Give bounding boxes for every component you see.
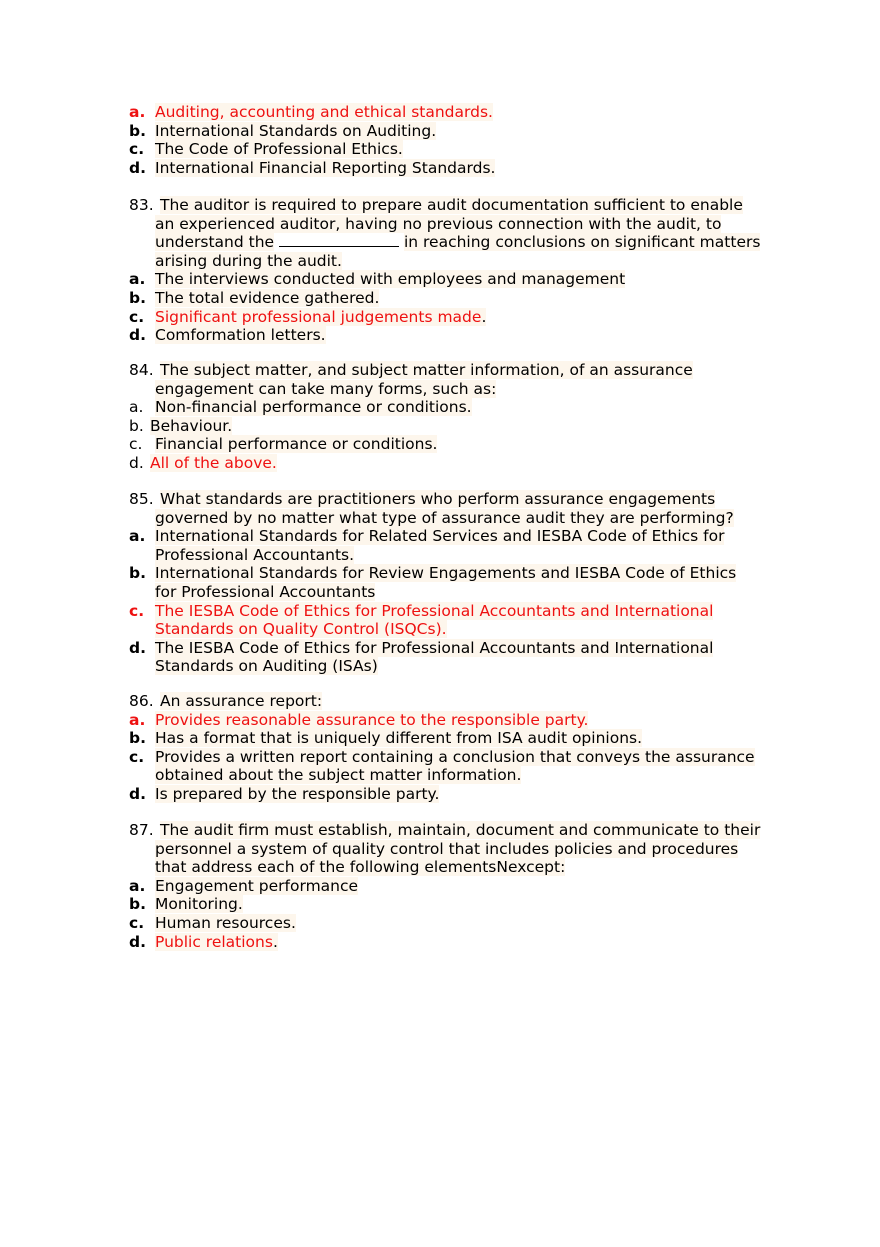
option-85-a (129, 527, 789, 546)
option-85-c (129, 602, 789, 621)
option-84-d (129, 454, 789, 473)
option-text: Behaviour. (150, 416, 233, 435)
question-83-stem-line (129, 233, 789, 252)
question-84-stem-line (129, 380, 789, 399)
option-suffix: . (272, 932, 278, 951)
option-label: d. (129, 453, 144, 472)
option-text: Has a format that is uniquely different from ISA audit opinions. (155, 729, 643, 748)
question-85 (129, 490, 789, 676)
option-label: d. (129, 932, 146, 951)
option-label: a. (129, 270, 146, 289)
question-text: What standards are practitioners who perform assurance engagements (160, 490, 716, 508)
question-text: The subject matter, and subject matter information, of an assurance (160, 361, 693, 379)
option-text: Standards on Quality Control (ISQCs). (155, 620, 447, 639)
question-86 (129, 692, 789, 804)
option-text: International Financial Reporting Standards. (155, 158, 496, 177)
option-83-a (129, 270, 789, 289)
question-text: An assurance report: (160, 692, 323, 710)
option-86-b (129, 729, 789, 748)
option-label: a. (129, 710, 146, 729)
question-number: 86. (129, 692, 154, 710)
option-83-b (129, 289, 789, 308)
option-86-d (129, 785, 789, 804)
option-85-a-cont (129, 546, 789, 565)
option-text: obtained about the subject matter information. (155, 766, 522, 785)
option-text: Professional Accountants. (155, 545, 355, 564)
question-text: in reaching conclusions on significant matters (403, 233, 761, 252)
option-text: Engagement performance (155, 876, 359, 895)
option-86-c (129, 748, 789, 767)
option-84-b (129, 417, 789, 436)
question-text: an experienced auditor, having no previous connection with the audit, to (155, 214, 722, 233)
option-text: The Code of Professional Ethics. (155, 140, 403, 159)
question-83 (129, 196, 789, 345)
question-84 (129, 361, 789, 473)
option-label: b. (129, 121, 146, 140)
option-text: The interviews conducted with employees and management (155, 270, 626, 289)
option-label: c. (129, 435, 143, 454)
option-text: International Standards for Review Engagements and IESBA Code of Ethics (155, 564, 737, 583)
option-87-a (129, 877, 789, 896)
option-text: All of the above. (150, 453, 277, 472)
option-suffix: . (481, 307, 487, 326)
question-82 (129, 103, 789, 177)
option-text: Auditing, accounting and ethical standards. (155, 103, 493, 121)
option-label: c. (129, 140, 145, 159)
fill-in-blank (279, 234, 399, 247)
option-label: b. (129, 416, 144, 435)
question-87-stem-line (129, 858, 789, 877)
option-label: d. (129, 638, 146, 657)
option-label: d. (129, 158, 146, 177)
question-87-stem-line (129, 840, 789, 859)
option-82-a (129, 103, 789, 122)
question-86-stem-line (129, 692, 789, 711)
option-86-c-cont (129, 766, 789, 785)
question-85-stem-line (129, 490, 789, 509)
option-label: a. (129, 103, 146, 121)
option-85-b-cont (129, 583, 789, 602)
question-83-stem-line (129, 252, 789, 271)
question-87 (129, 821, 789, 951)
question-84-stem-line (129, 361, 789, 380)
option-text: for Professional Accountants (155, 582, 376, 601)
option-85-c-cont (129, 620, 789, 639)
option-label: c. (129, 307, 145, 326)
option-82-c (129, 140, 789, 159)
question-text: The audit firm must establish, maintain, document and communicate to their (160, 821, 761, 839)
option-87-d (129, 933, 789, 952)
option-label: a. (129, 398, 144, 417)
option-text: Human resources. (155, 913, 296, 932)
question-83-stem-line (129, 196, 789, 215)
question-number: 85. (129, 490, 154, 508)
option-85-d-cont (129, 657, 789, 676)
option-text: Standards on Auditing (ISAs) (155, 657, 378, 676)
option-text: Monitoring. (155, 895, 243, 914)
option-text: The IESBA Code of Ethics for Professional Accountants and International (155, 638, 714, 657)
option-83-c (129, 308, 789, 327)
option-label: b. (129, 564, 146, 583)
question-number: 84. (129, 361, 154, 379)
option-text: Provides reasonable assurance to the responsible party. (155, 710, 589, 729)
question-number: 87. (129, 821, 154, 839)
option-label: c. (129, 747, 145, 766)
question-83-stem-line (129, 215, 789, 234)
option-87-c (129, 914, 789, 933)
question-text: engagement can take many forms, such as: (155, 379, 497, 398)
option-text: Financial performance or conditions. (155, 435, 438, 454)
option-text: International Standards on Auditing. (155, 121, 437, 140)
question-text: The auditor is required to prepare audit documentation sufficient to enable (160, 196, 743, 214)
option-label: b. (129, 729, 146, 748)
option-label: b. (129, 895, 146, 914)
option-87-b (129, 895, 789, 914)
question-text: governed by no matter what type of assurance audit they are performing? (155, 508, 734, 527)
option-label: d. (129, 326, 146, 345)
option-82-b (129, 122, 789, 141)
option-82-d (129, 159, 789, 178)
option-text: International Standards for Related Services and IESBA Code of Ethics for (155, 527, 725, 546)
option-label: a. (129, 876, 146, 895)
question-87-stem-line (129, 821, 789, 840)
option-85-d (129, 639, 789, 658)
question-text: understand the (155, 233, 275, 252)
option-text: Is prepared by the responsible party. (155, 784, 440, 803)
option-label: b. (129, 288, 146, 307)
option-84-c (129, 435, 789, 454)
option-text: The total evidence gathered. (155, 288, 380, 307)
option-label: c. (129, 913, 145, 932)
option-text: Significant professional judgements made (155, 307, 482, 326)
question-text: personnel a system of quality control that includes policies and procedures (155, 839, 739, 858)
option-85-b (129, 564, 789, 583)
option-text: The IESBA Code of Ethics for Professional Accountants and International (155, 601, 714, 620)
option-84-a (129, 398, 789, 417)
question-text: that address each of the following elementsNexcept: (155, 858, 566, 877)
option-label: d. (129, 784, 146, 803)
option-label: c. (129, 601, 145, 620)
question-number: 83. (129, 196, 154, 214)
option-86-a (129, 711, 789, 730)
option-text: Provides a written report containing a conclusion that conveys the assurance (155, 747, 755, 766)
question-text: arising during the audit. (155, 251, 342, 270)
question-85-stem-line (129, 509, 789, 528)
option-83-d (129, 326, 789, 345)
option-text: Comformation letters. (155, 326, 326, 345)
option-text: Public relations (155, 932, 273, 951)
option-label: a. (129, 527, 146, 546)
option-text: Non-financial performance or conditions. (155, 398, 472, 417)
